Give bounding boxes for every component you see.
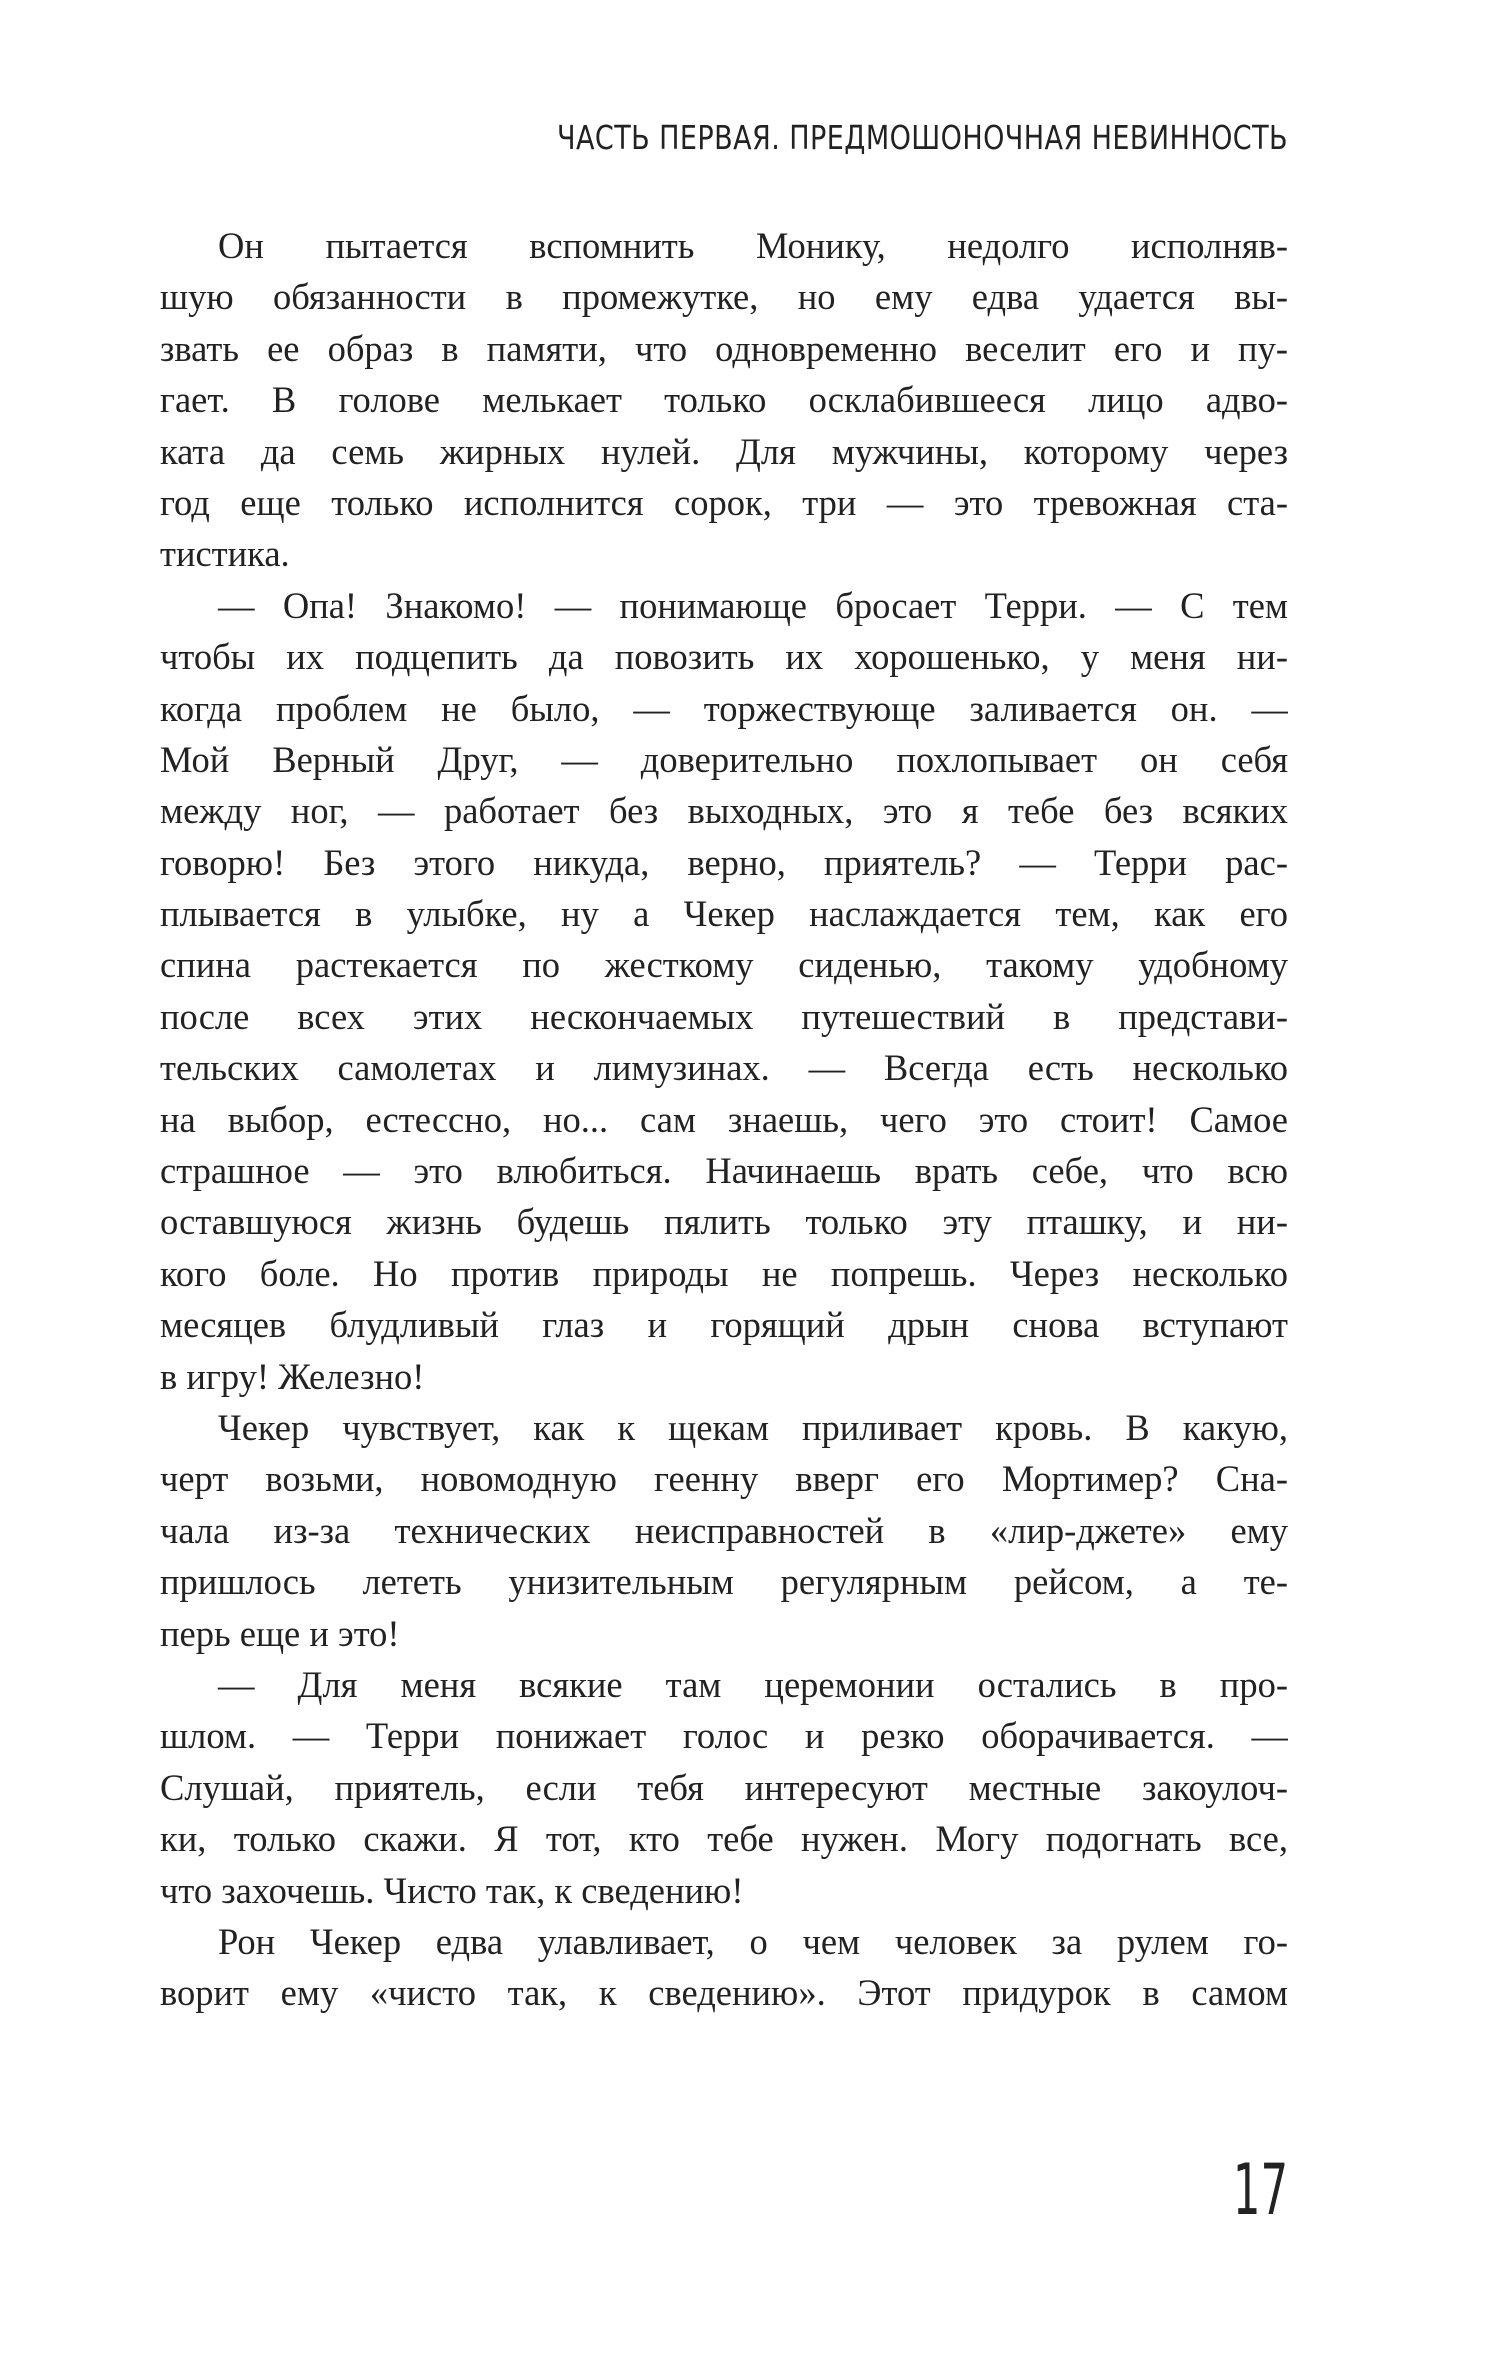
text-line: Слушай, приятель, если тебя интересуют местные закоулоч-	[160, 1766, 1288, 1808]
paragraph	[160, 220, 1288, 580]
body-text	[160, 220, 1288, 2019]
text-line: шую обязанности в промежутке, но ему едва удается вы-	[160, 276, 1288, 318]
text-line: черт возьми, новомодную геенну вверг его Мортимер? Сна-	[160, 1458, 1288, 1500]
text-line: что захочешь. Чисто так, к сведению!	[160, 1869, 744, 1911]
text-line: месяцев блудливый глаз и горящий дрын снова вступают	[160, 1304, 1288, 1346]
text-line: на выбор, естессно, но... сам знаешь, чего это стоит! Самое	[160, 1098, 1288, 1140]
text-line: — Опа! Знакомо! — понимающе бросает Терри. — С тем	[218, 584, 1288, 626]
text-line: год еще только исполнится сорок, три — это тревожная ста-	[160, 481, 1288, 523]
text-line: оставшуюся жизнь будешь пялить только эту пташку, и ни-	[160, 1201, 1288, 1243]
text-line: перь еще и это!	[160, 1612, 400, 1654]
text-line: шлом. — Терри понижает голос и резко оборачивается. —	[160, 1715, 1288, 1757]
text-line: Он пытается вспомнить Монику, недолго исполняв-	[218, 225, 1288, 266]
running-header: ЧАСТЬ ПЕРВАЯ. ПРЕДМОШОНОЧНАЯ НЕВИННОСТЬ	[557, 118, 1288, 157]
text-line: пришлось лететь унизительным регулярным рейсом, а те-	[160, 1561, 1288, 1603]
text-line: звать ее образ в памяти, что одновременно веселит его и пу-	[160, 327, 1288, 369]
paragraph	[160, 1916, 1288, 2019]
text-line: между ног, — работает без выходных, это я тебе без всяких	[160, 790, 1288, 832]
text-line: говорю! Без этого никуда, верно, приятель? — Терри рас-	[160, 841, 1288, 883]
text-line: спина растекается по жесткому сиденью, такому удобному	[160, 944, 1288, 986]
text-line: плывается в улыбке, ну а Чекер наслаждается тем, как его	[160, 893, 1288, 935]
text-line: Чекер чувствует, как к щекам приливает кровь. В какую,	[218, 1406, 1288, 1448]
text-line: Рон Чекер едва улавливает, о чем человек за рулем го-	[218, 1920, 1288, 1962]
text-line: тистика.	[160, 533, 290, 575]
paragraph	[160, 1402, 1288, 1659]
text-line: тельских самолетах и лимузинах. — Всегда есть несколько	[160, 1047, 1288, 1089]
text-line: ката да семь жирных нулей. Для мужчины, которому через	[160, 430, 1288, 472]
text-line: после всех этих нескончаемых путешествий в представи-	[160, 995, 1288, 1037]
text-line: ки, только скажи. Я тот, кто тебе нужен. Могу подогнать все,	[160, 1818, 1288, 1860]
paragraph	[160, 580, 1288, 1402]
text-line: — Для меня всякие там церемонии остались в про-	[218, 1663, 1288, 1705]
text-line: кого боле. Но против природы не попрешь. Через несколько	[160, 1252, 1288, 1294]
text-line: когда проблем не было, — торжествующе заливается он. —	[160, 687, 1288, 729]
text-line: чала из-за технических неисправностей в «лир-джете» ему	[160, 1509, 1288, 1551]
page-number: 17	[1232, 2149, 1288, 2231]
text-line: гает. В голове мелькает только осклабившееся лицо адво-	[160, 379, 1288, 421]
text-line: в игру! Железно!	[160, 1355, 425, 1397]
text-line: Мой Верный Друг, — доверительно похлопывает он себя	[160, 738, 1288, 780]
text-line: ворит ему «чисто так, к сведению». Этот придурок в самом	[160, 1972, 1288, 2014]
paragraph	[160, 1659, 1288, 1916]
text-line: чтобы их подцепить да повозить их хорошенько, у меня ни-	[160, 636, 1288, 678]
text-line: страшное — это влюбиться. Начинаешь врать себе, что всю	[160, 1150, 1288, 1192]
